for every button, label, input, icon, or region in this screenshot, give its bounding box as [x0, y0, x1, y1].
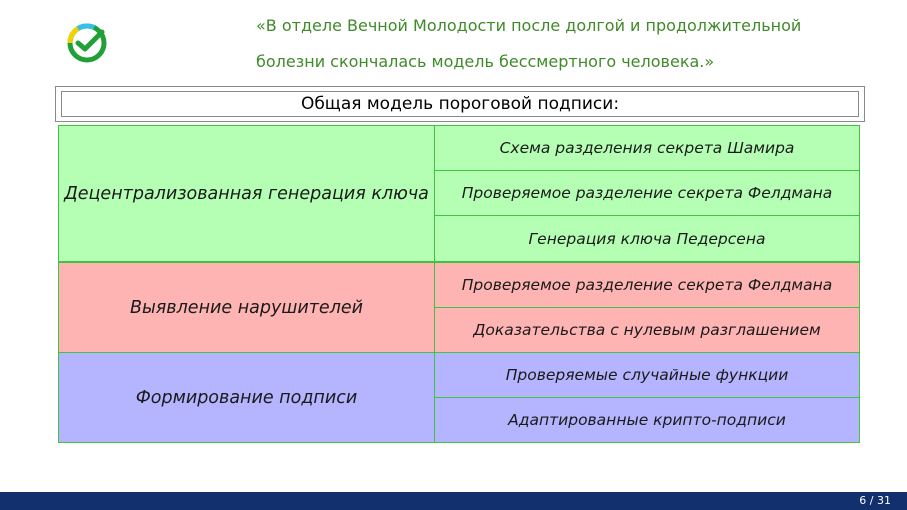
group-label-key-generation: Децентрализованная генерация ключа — [58, 125, 435, 262]
quote-line-2: болезни скончалась модель бессмертного человека.» — [256, 52, 715, 71]
page-number: 6 / 31 — [859, 494, 891, 507]
group-item-vrf: Проверяемые случайные функции — [434, 352, 860, 398]
quote-text — [256, 8, 856, 80]
quote-line-1: «В отделе Вечной Молодости после долгой и продолжительной — [256, 16, 802, 35]
header-box — [55, 86, 865, 122]
group-label-violators: Выявление нарушителей — [58, 262, 435, 353]
group-item-adapted-signatures: Адаптированные крипто-подписи — [434, 397, 860, 443]
group-item-zero-knowledge: Доказательства с нулевым разглашением — [434, 307, 860, 353]
group-item-feldman-2: Проверяемое разделение секрета Фелдмана — [434, 262, 860, 308]
header-title: Общая модель пороговой подписи: — [61, 91, 859, 117]
group-item-shamir: Схема разделения секрета Шамира — [434, 125, 860, 171]
group-item-feldman: Проверяемое разделение секрета Фелдмана — [434, 170, 860, 216]
sber-checkmark-logo-icon — [64, 20, 110, 66]
group-item-pedersen: Генерация ключа Педерсена — [434, 215, 860, 262]
group-label-signature: Формирование подписи — [58, 352, 435, 443]
footer-bar — [0, 492, 907, 510]
